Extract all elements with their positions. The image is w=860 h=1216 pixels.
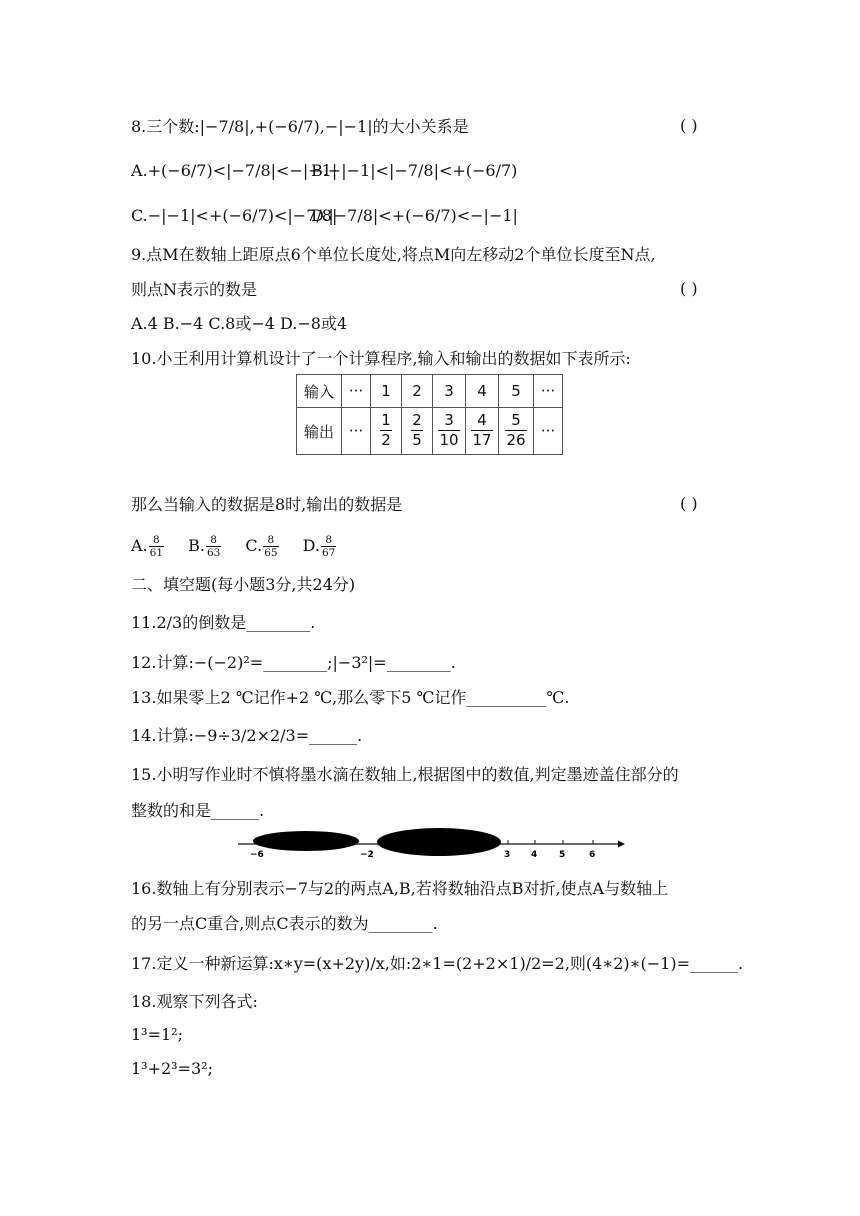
output-fraction: $\frac{5}{26}$: [506, 411, 526, 449]
input-cell: 5: [499, 375, 534, 408]
ink-blot-right: [377, 828, 501, 856]
q9-options: A.4 B.−4 C.8或−4 D.−8或4: [131, 314, 348, 333]
q16-line1: 16.数轴上有分别表示−7与2的两点A,B,若将数轴沿点B对折,使点A与数轴上: [131, 879, 669, 898]
tick-label: 5: [559, 850, 566, 860]
q9-line2: 则点N表示的数是: [131, 280, 258, 299]
q10-question: 那么当输入的数据是8时,输出的数据是: [131, 495, 403, 514]
output-cell: [371, 408, 402, 455]
q9-line1: 9.点M在数轴上距原点6个单位长度处,将点M向左移动2个单位长度至N点,: [131, 245, 656, 264]
q15-line1: 15.小明写作业时不慎将墨水滴在数轴上,根据图中的数值,判定墨迹盖住部分的: [131, 765, 679, 784]
ellipsis-cell: ···: [534, 375, 563, 408]
q10-option-d: D. $\frac{8}{67}$: [302, 533, 336, 559]
q10-stem: 10.小王利用计算机设计了一个计算程序,输入和输出的数据如下表所示:: [131, 349, 631, 368]
q17: 17.定义一种新运算:x∗y=(x+2y)/x,如:2∗1=(2+2×1)/2=2,则(4∗2)∗(−1)=______.: [131, 954, 744, 973]
number-line-figure: [236, 828, 626, 862]
io-table: [296, 374, 563, 455]
q18-stem: 18.观察下列各式:: [131, 992, 258, 1011]
q10-answer-paren: ( ): [680, 494, 698, 513]
q18-line1: 1³=1²;: [131, 1025, 183, 1044]
tick-label: −2: [360, 850, 374, 860]
q13: 13.如果零上2 ℃记作+2 ℃,那么零下5 ℃记作__________℃.: [131, 688, 570, 707]
q14: 14.计算:−9÷3/2×2/3=______.: [131, 726, 363, 745]
output-fraction: $\frac{2}{5}$: [412, 411, 422, 449]
q12: 12.计算:−(−2)²=________;|−3²|=________.: [131, 653, 456, 672]
output-label-cell: 输出: [297, 408, 342, 455]
q8-option-b: B.−|−1|<|−7/8|<+(−6/7): [311, 161, 518, 180]
q8-option-a: A.+(−6/7)<|−7/8|<−|−1|: [131, 161, 338, 180]
ellipsis-cell: ···: [342, 375, 371, 408]
input-cell: 1: [371, 375, 402, 408]
tick-label: −6: [250, 850, 264, 860]
q10-option-c: C. $\frac{8}{65}$: [245, 533, 278, 559]
arrow-head-icon: [618, 841, 625, 848]
output-fraction: $\frac{1}{2}$: [381, 411, 391, 449]
ink-blot-left: [253, 831, 359, 851]
input-label-cell: 输入: [297, 375, 342, 408]
tick-label: 3: [504, 850, 511, 860]
q11: 11.2/3的倒数是________.: [131, 613, 316, 632]
input-cell: 3: [433, 375, 466, 408]
q8-stem: 8.三个数:|−7/8|,+(−6/7),−|−1|的大小关系是: [131, 117, 469, 136]
q18-line2: 1³+2³=3²;: [131, 1059, 213, 1078]
ellipsis-cell: ···: [534, 408, 563, 455]
ellipsis-cell: ···: [342, 408, 371, 455]
tick-label: 4: [531, 850, 538, 860]
input-cell: 2: [402, 375, 433, 408]
tick-label: 6: [589, 850, 596, 860]
q9-answer-paren: ( ): [680, 279, 698, 298]
output-fraction: $\frac{3}{10}$: [439, 411, 459, 449]
q10-options: [131, 532, 355, 560]
q8-option-d: D.|−7/8|<+(−6/7)<−|−1|: [311, 206, 518, 225]
q10-option-b: B. $\frac{8}{63}$: [188, 533, 221, 559]
section-heading: 二、填空题(每小题3分,共24分): [131, 575, 356, 594]
q8-answer-paren: ( ): [680, 116, 698, 135]
q8-option-c: C.−|−1|<+(−6/7)<|−7/8|: [131, 206, 338, 225]
output-fraction: $\frac{4}{17}$: [472, 411, 492, 449]
q15-line2: 整数的和是______.: [131, 801, 265, 820]
output-cell: [433, 408, 466, 455]
input-cell: 4: [466, 375, 499, 408]
q10-option-a: A. $\frac{8}{61}$: [131, 533, 164, 559]
q16-line2: 的另一点C重合,则点C表示的数为________.: [131, 914, 438, 933]
output-cell: [499, 408, 534, 455]
output-cell: [402, 408, 433, 455]
output-cell: [466, 408, 499, 455]
